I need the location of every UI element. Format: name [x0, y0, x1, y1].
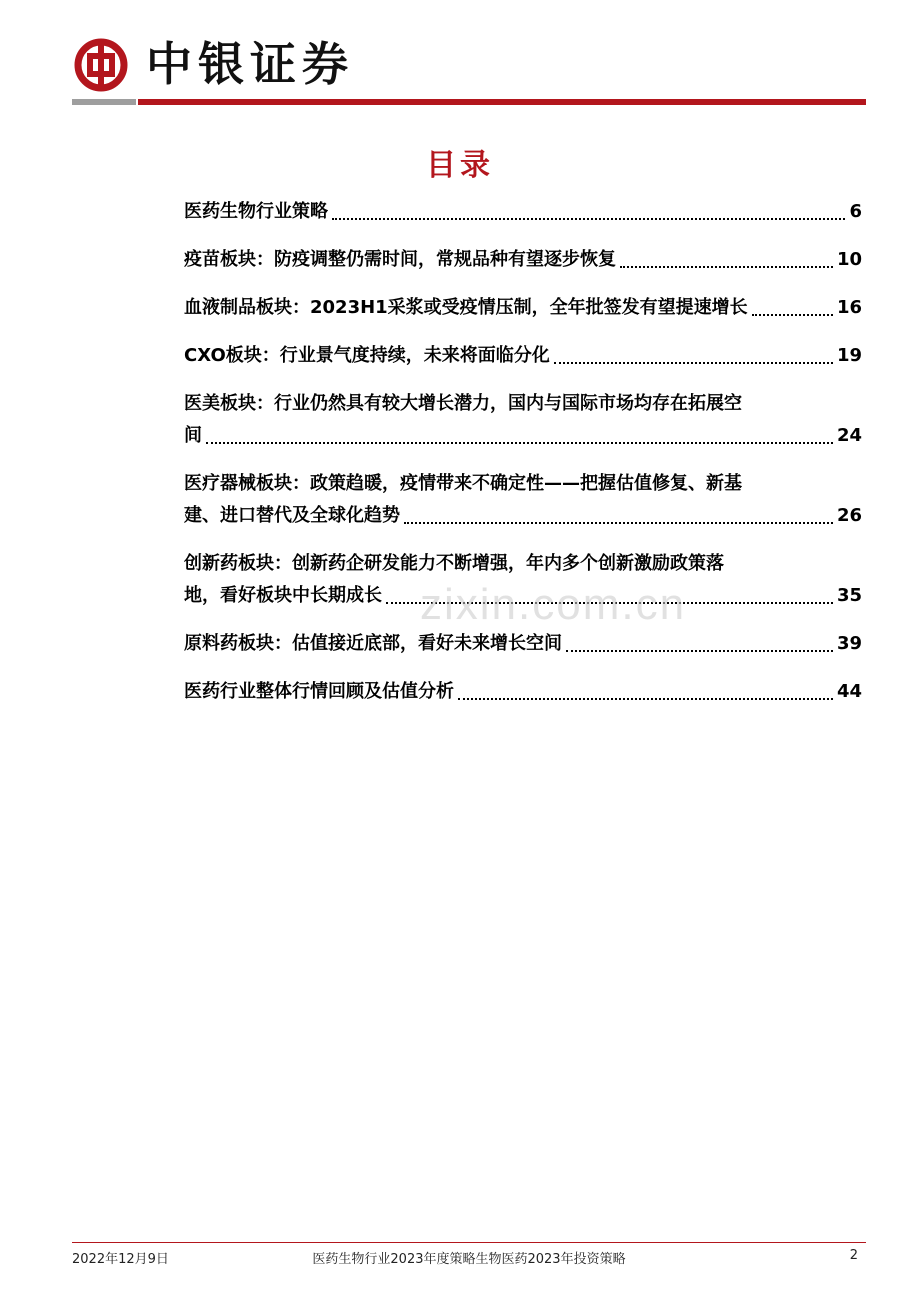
toc-entry-line — [184, 340, 862, 372]
toc-entry-text: 间 — [184, 425, 202, 446]
toc-entry[interactable] — [184, 244, 862, 276]
toc-entry[interactable] — [184, 676, 862, 708]
toc-entry-text: 地，看好板块中长期成长 — [184, 585, 382, 606]
toc-entry[interactable] — [184, 340, 862, 372]
toc-dot-leader — [554, 362, 833, 364]
toc-entry-text: 疫苗板块：防疫调整仍需时间，常规品种有望逐步恢复 — [184, 249, 616, 270]
header-rule-gray — [72, 99, 136, 105]
toc-entry-text: 原料药板块：估值接近底部，看好未来增长空间 — [184, 633, 562, 654]
toc-dot-leader — [206, 442, 833, 444]
footer-title: 医药生物行业2023年度策略生物医药2023年投资策略 — [312, 1252, 626, 1267]
toc-entry[interactable] — [184, 388, 862, 452]
toc-page-number: 24 — [836, 425, 862, 446]
footer-page-number: 2 — [849, 1248, 858, 1263]
bank-of-china-logo-icon — [74, 38, 128, 92]
toc-page-number: 26 — [836, 505, 862, 526]
toc-page-number: 44 — [836, 681, 862, 702]
toc-entry-text: 医美板块：行业仍然具有较大增长潜力，国内与国际市场均存在拓展空 — [184, 393, 742, 414]
toc-entry-line — [184, 244, 862, 276]
toc-title: 目录 — [426, 148, 494, 183]
table-of-contents — [184, 196, 862, 724]
toc-dot-leader — [620, 266, 833, 268]
watermark: zixin.com.cn — [420, 580, 687, 629]
toc-entry-line — [184, 628, 862, 660]
footer-date: 2022年12月9日 — [72, 1252, 169, 1267]
toc-entry-text: 创新药板块：创新药企研发能力不断增强，年内多个创新激励政策落 — [184, 553, 724, 574]
toc-entry-text: 医药生物行业策略 — [184, 201, 328, 222]
toc-entry-line — [184, 420, 862, 452]
toc-dot-leader — [332, 218, 845, 220]
toc-entry-line — [184, 468, 862, 500]
toc-dot-leader — [566, 650, 833, 652]
toc-entry-line — [184, 500, 862, 532]
toc-page-number: 6 — [849, 201, 862, 222]
toc-page-number: 19 — [836, 345, 862, 366]
toc-entry-line — [184, 388, 862, 420]
toc-entry-text: CXO板块：行业景气度持续，未来将面临分化 — [184, 345, 550, 366]
page-header — [0, 0, 920, 110]
toc-entry[interactable] — [184, 196, 862, 228]
toc-dot-leader — [752, 314, 833, 316]
toc-entry-text: 血液制品板块：2023H1采浆或受疫情压制，全年批签发有望提速增长 — [184, 297, 748, 318]
toc-entry-text: 医疗器械板块：政策趋暖，疫情带来不确定性——把握估值修复、新基 — [184, 473, 742, 494]
toc-page-number: 16 — [836, 297, 862, 318]
toc-dot-leader — [458, 698, 833, 700]
toc-page-number: 35 — [836, 585, 862, 606]
toc-entry[interactable] — [184, 468, 862, 532]
toc-entry-line — [184, 676, 862, 708]
footer-rule — [72, 1242, 866, 1243]
toc-entry[interactable] — [184, 292, 862, 324]
toc-page-number: 39 — [836, 633, 862, 654]
toc-entry-text: 医药行业整体行情回顾及估值分析 — [184, 681, 454, 702]
toc-entry-text: 建、进口替代及全球化趋势 — [184, 505, 400, 526]
toc-entry-line — [184, 548, 862, 580]
brand-name: 中银证券 — [146, 37, 354, 91]
toc-entry[interactable] — [184, 628, 862, 660]
toc-entry-line — [184, 196, 862, 228]
toc-entry-line — [184, 292, 862, 324]
header-rule-red — [138, 99, 866, 105]
toc-dot-leader — [404, 522, 833, 524]
toc-page-number: 10 — [836, 249, 862, 270]
